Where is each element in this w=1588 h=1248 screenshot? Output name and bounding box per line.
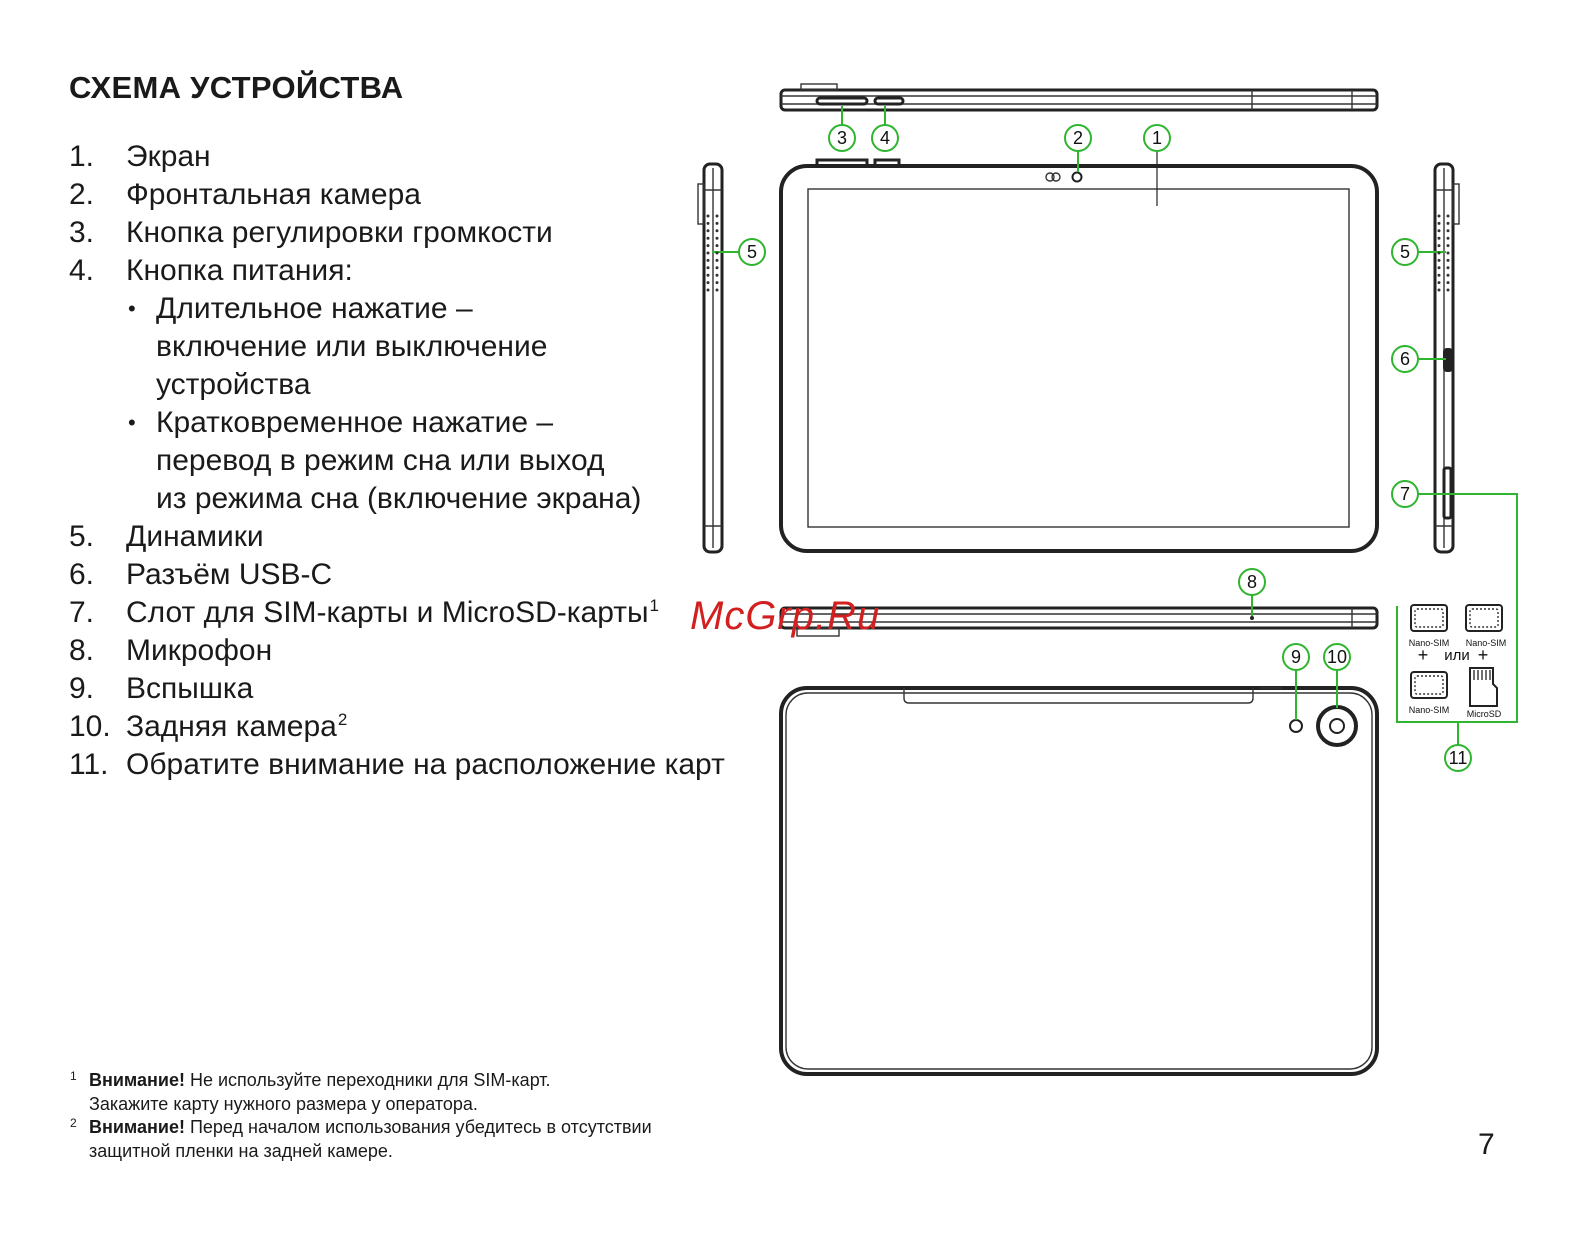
item-text: Динамики <box>126 520 264 553</box>
plus-sign: + <box>1477 645 1489 665</box>
speaker-grille-dot <box>1447 274 1450 277</box>
speaker-grille-dot <box>707 215 710 218</box>
speaker-grille-dot <box>716 222 719 225</box>
tablet-left-side <box>698 164 722 552</box>
speaker-grille-dot <box>1438 244 1441 247</box>
speaker-grille-dot <box>1438 259 1441 262</box>
speaker-grille-dot <box>1438 281 1441 284</box>
rear-camera-icon <box>1318 707 1356 745</box>
bullet-dot: • <box>128 296 136 321</box>
speaker-grille-dot <box>707 237 710 240</box>
speaker-grille-dot <box>707 222 710 225</box>
callout-badge-7 <box>1392 481 1418 507</box>
speaker-grille-dot <box>716 252 719 255</box>
callout-badge-1 <box>1144 125 1170 151</box>
speaker-grille-dot <box>1447 289 1450 292</box>
bullet-line: из режима сна (включение экрана) <box>156 482 642 515</box>
item-number: 2. <box>69 178 95 211</box>
svg-text:11: 11 <box>1448 748 1468 768</box>
speaker-grille-dot <box>716 229 719 232</box>
speaker-grille-dot <box>1438 289 1441 292</box>
svg-text:4: 4 <box>879 128 891 148</box>
speaker-grille-dot <box>716 281 719 284</box>
speaker-grille-dot <box>1447 244 1450 247</box>
item-text: Кнопка регулировки громкости <box>126 216 553 249</box>
speaker-grille-dot <box>707 281 710 284</box>
svg-text:8: 8 <box>1246 572 1258 592</box>
page-number: 7 <box>1478 1128 1495 1161</box>
speaker-grille-dot <box>1438 222 1441 225</box>
speaker-grille-dot <box>716 244 719 247</box>
speaker-grille-dot <box>1447 266 1450 269</box>
speaker-grille-dot <box>1438 215 1441 218</box>
item-text: Экран <box>126 140 211 173</box>
callout-badge-11 <box>1445 745 1471 771</box>
bullet-line: включение или выключение <box>156 330 548 363</box>
speaker-grille-dot <box>1447 215 1450 218</box>
speaker-grille-dot <box>1438 252 1441 255</box>
card-label: Nano-SIM <box>1408 638 1450 648</box>
svg-text:9: 9 <box>1290 647 1302 667</box>
speaker-grille-dot <box>1447 252 1450 255</box>
page-title: СХЕМА УСТРОЙСТВА <box>69 70 404 105</box>
item-text: Вспышка <box>126 672 254 705</box>
flash-icon <box>1290 720 1302 732</box>
speaker-grille-dot <box>1438 237 1441 240</box>
callout-badge-4 <box>872 125 898 151</box>
footnote-mark: 1 <box>70 1069 77 1083</box>
svg-text:7: 7 <box>1399 484 1411 504</box>
callout-badge-6 <box>1392 346 1418 372</box>
item-number: 7. <box>69 596 95 629</box>
speaker-grille-dot <box>1447 222 1450 225</box>
speaker-grille-dot <box>1447 229 1450 232</box>
or-label: или <box>1444 647 1470 664</box>
item-number: 1. <box>69 140 95 173</box>
item-text: Фронтальная камера <box>126 178 421 211</box>
speaker-grille-dot <box>716 274 719 277</box>
svg-text:6: 6 <box>1399 349 1411 369</box>
footnote-bold: Внимание! <box>89 1117 185 1137</box>
svg-text:5: 5 <box>1399 242 1411 262</box>
card-label: MicroSD <box>1466 709 1502 719</box>
item-number: 4. <box>69 254 95 287</box>
item-number: 9. <box>69 672 95 705</box>
speaker-grille-dot <box>707 266 710 269</box>
callout-badge-5-right <box>1392 239 1418 265</box>
svg-text:3: 3 <box>836 128 848 148</box>
footnote-ref: 2 <box>337 710 348 729</box>
item-number: 6. <box>69 558 95 591</box>
item-text: Задняя камера <box>126 710 337 743</box>
speaker-grille-dot <box>1447 259 1450 262</box>
svg-text:5: 5 <box>746 242 758 262</box>
front-camera-icon <box>1073 173 1082 182</box>
bullet-line: устройства <box>156 368 311 401</box>
tablet-top-edge <box>781 84 1377 110</box>
speaker-grille-dot <box>716 215 719 218</box>
tablet-front-view <box>781 160 1377 551</box>
card-label: Nano-SIM <box>1408 705 1450 715</box>
footnote-text: Закажите карту нужного размера у оператора. <box>89 1094 478 1114</box>
sensor-icon <box>1052 173 1060 181</box>
item-number: 8. <box>69 634 95 667</box>
item-text: Слот для SIM-карты и MicroSD-карты <box>126 596 649 629</box>
callout-badge-3 <box>829 125 855 151</box>
callout-badge-8 <box>1239 569 1265 595</box>
bullet-dot: • <box>128 410 136 435</box>
speaker-grille-dot <box>1447 281 1450 284</box>
speaker-grille-dot <box>707 274 710 277</box>
item-text: Микрофон <box>126 634 273 667</box>
footnote-mark: 2 <box>70 1116 77 1130</box>
speaker-grille-dot <box>1438 229 1441 232</box>
item-number: 11. <box>69 748 109 781</box>
speaker-grille-dot <box>1438 266 1441 269</box>
footnote-text: защитной пленки на задней камере. <box>89 1141 393 1161</box>
card-label: Nano-SIM <box>1465 638 1507 648</box>
speaker-grille-dot <box>716 237 719 240</box>
tablet-back-view <box>781 688 1377 1074</box>
speaker-grille-dot <box>716 266 719 269</box>
speaker-grille-dot <box>707 289 710 292</box>
microphone-hole <box>1250 616 1254 620</box>
item-text: Кнопка питания: <box>126 254 353 287</box>
callout-badge-9 <box>1283 644 1309 670</box>
screen <box>808 189 1349 527</box>
footnote-bold: Внимание! <box>89 1070 185 1090</box>
item-text: Разъём USB-C <box>126 558 333 591</box>
item-number: 5. <box>69 520 95 553</box>
plus-sign: + <box>1417 645 1429 665</box>
speaker-grille-dot <box>716 259 719 262</box>
speaker-grille-dot <box>716 289 719 292</box>
item-text: Обратите внимание на расположение карт <box>126 748 725 781</box>
speaker-grille-dot <box>1438 274 1441 277</box>
volume-button <box>817 98 867 104</box>
callout-badge-10 <box>1324 644 1350 670</box>
speaker-grille-dot <box>707 229 710 232</box>
footnote-ref: 1 <box>649 596 660 615</box>
svg-text:1: 1 <box>1151 128 1163 148</box>
bullet-line: перевод в режим сна или выход <box>156 444 605 477</box>
callout-badge-5-left <box>739 239 765 265</box>
svg-text:10: 10 <box>1326 647 1348 667</box>
speaker-grille-dot <box>707 259 710 262</box>
footnote-text: Перед началом использования убедитесь в отсутствии <box>184 1117 652 1137</box>
callout-lines <box>712 106 1517 745</box>
watermark-text: McGrp.Ru <box>690 594 881 638</box>
speaker-grille-dot <box>707 252 710 255</box>
speaker-grille-dot <box>1447 237 1450 240</box>
bullet-line: Длительное нажатие – <box>156 292 473 325</box>
callout-badge-2 <box>1065 125 1091 151</box>
item-number: 10. <box>69 710 111 743</box>
item-number: 3. <box>69 216 95 249</box>
footnote-text: Не используйте переходники для SIM-карт. <box>184 1070 551 1090</box>
bullet-line: Кратковременное нажатие – <box>156 406 554 439</box>
speaker-grille-dot <box>707 244 710 247</box>
card-layout <box>1409 605 1507 719</box>
power-button <box>875 98 903 104</box>
svg-text:2: 2 <box>1072 128 1084 148</box>
